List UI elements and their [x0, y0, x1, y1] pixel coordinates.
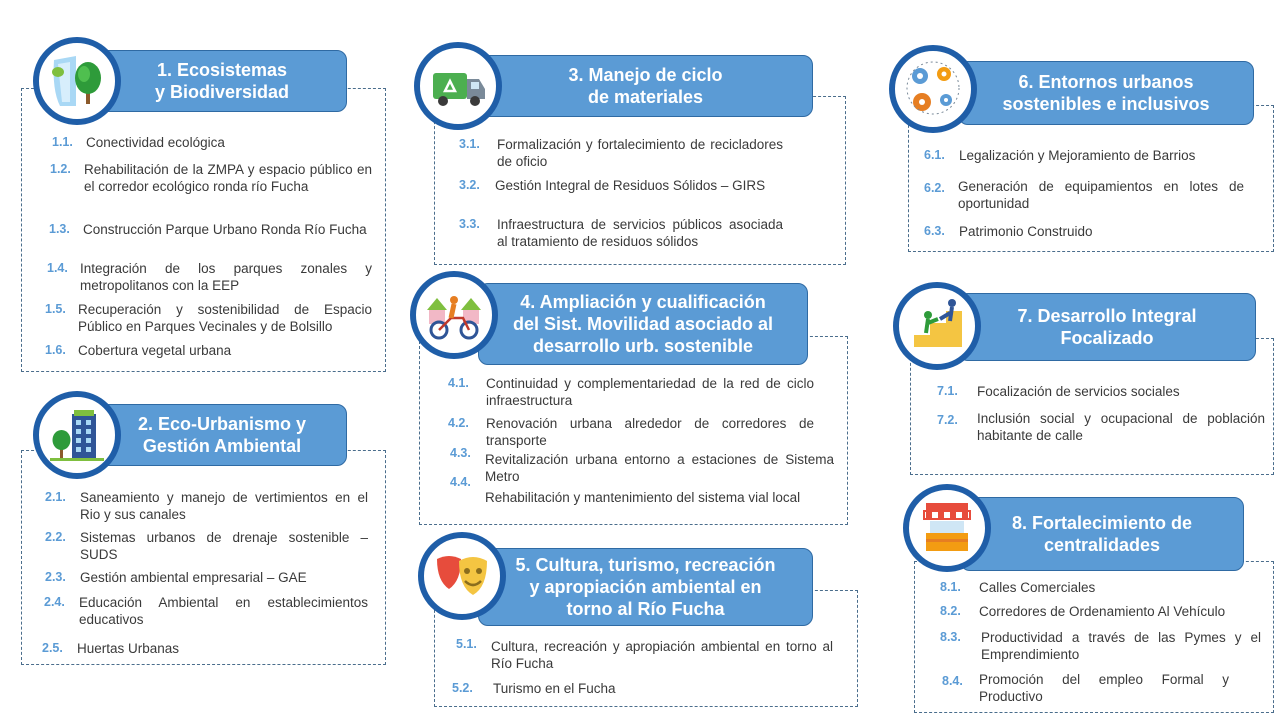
cyclist-icon [410, 271, 498, 359]
card-title: 2. Eco-Urbanismo y Gestión Ambiental [97, 404, 347, 466]
theater-masks-icon [418, 532, 506, 620]
card-title: 4. Ampliación y cualificación del Sist. Movilidad asociado al desarrollo urb. sostenible [478, 283, 808, 365]
market-stall-icon [903, 484, 991, 572]
card-title: 8. Fortalecimiento de centralidades [960, 497, 1244, 571]
tree-waterfall-icon [33, 37, 121, 125]
helping-climb-icon [893, 282, 981, 370]
urban-gears-icon [889, 45, 977, 133]
card-title: 7. Desarrollo Integral Focalizado [958, 293, 1256, 361]
card-title: 5. Cultura, turismo, recreación y apropiación ambiental en torno al Río Fucha [478, 548, 813, 626]
card-title: 6. Entornos urbanos sostenibles e inclusivos [958, 61, 1254, 125]
recycling-truck-icon [414, 42, 502, 130]
card-title: 3. Manejo de ciclo de materiales [478, 55, 813, 117]
card-title: 1. Ecosistemas y Biodiversidad [97, 50, 347, 112]
eco-building-icon [33, 391, 121, 479]
